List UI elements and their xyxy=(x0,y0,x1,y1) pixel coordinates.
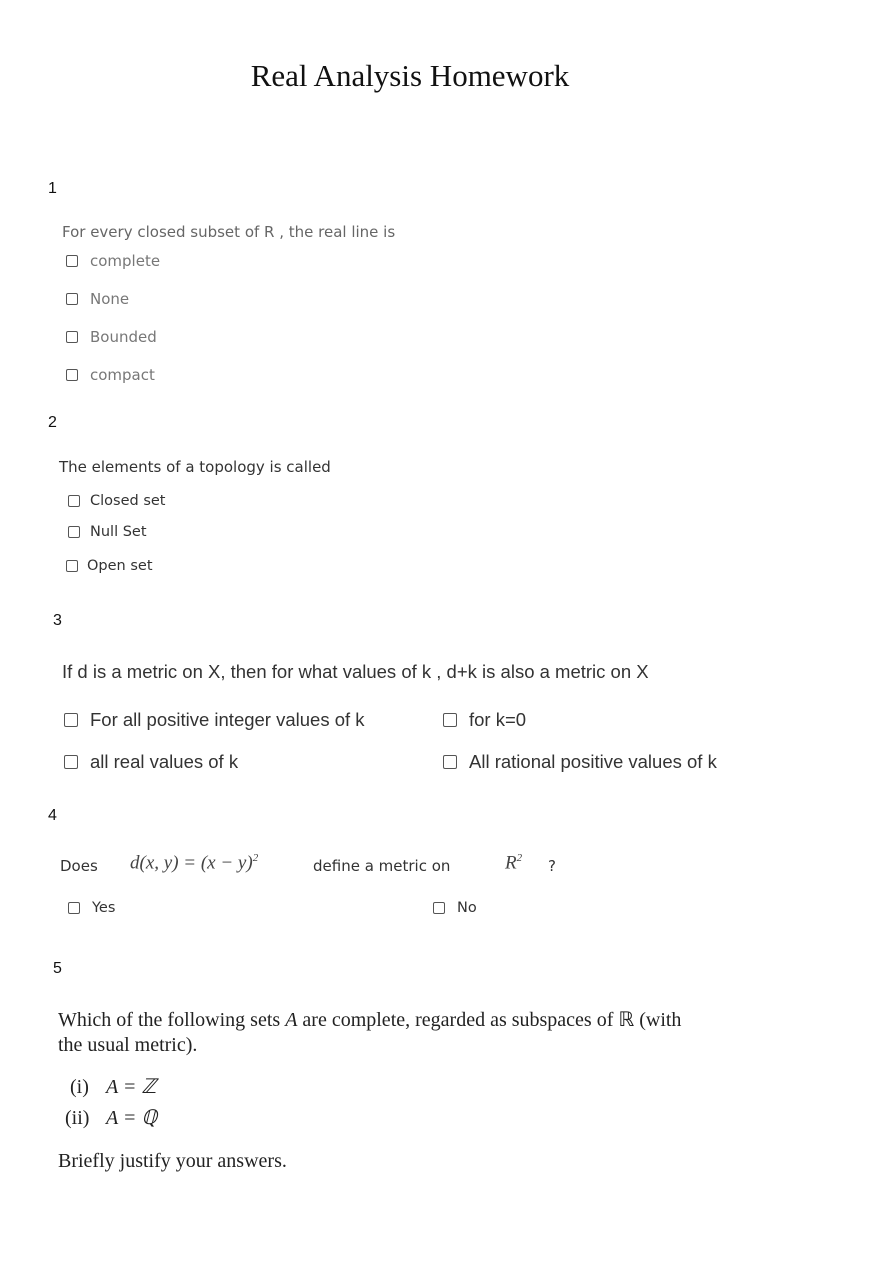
question-3-prompt: If d is a metric on X, then for what values of k , d+k is also a metric on X xyxy=(62,661,649,682)
q4-option-yes[interactable] xyxy=(68,900,115,916)
q1-option-none[interactable] xyxy=(66,290,129,308)
option-label: All rational positive values of k xyxy=(469,751,717,772)
option-label: Bounded xyxy=(90,328,157,346)
checkbox[interactable] xyxy=(443,713,457,727)
option-label: Open set xyxy=(87,558,153,574)
checkbox[interactable] xyxy=(68,902,80,914)
item-label: (ii) xyxy=(65,1107,90,1129)
checkbox[interactable] xyxy=(64,755,78,769)
space-exponent: 2 xyxy=(516,852,523,864)
question-number-4: 4 xyxy=(48,807,57,824)
q5-item-i xyxy=(70,1074,156,1099)
checkbox[interactable] xyxy=(66,293,78,305)
metric-formula xyxy=(130,852,258,874)
formula-exponent: 2 xyxy=(252,852,259,864)
option-label: Closed set xyxy=(90,493,166,509)
checkbox[interactable] xyxy=(66,369,78,381)
space-symbol: R xyxy=(505,852,517,874)
question-5-text-line1 xyxy=(58,1007,681,1032)
q1-option-bounded[interactable] xyxy=(66,328,157,346)
q3-option-all-real[interactable] xyxy=(64,751,238,773)
question-2-prompt: The elements of a topology is called xyxy=(59,458,331,476)
question-4-prompt-mid: define a metric on xyxy=(313,857,451,875)
option-label: for k=0 xyxy=(469,709,527,730)
q3-option-rational-positive[interactable] xyxy=(443,751,717,773)
option-label: compact xyxy=(90,366,155,384)
page-title: Real Analysis Homework xyxy=(250,58,570,93)
option-label: all real values of k xyxy=(90,751,239,772)
question-5-closing: Briefly justify your answers. xyxy=(58,1150,287,1172)
question-number-3: 3 xyxy=(53,612,62,629)
checkbox[interactable] xyxy=(66,255,78,267)
item-label: (i) xyxy=(70,1076,89,1098)
option-label: Null Set xyxy=(90,524,147,540)
space-r2 xyxy=(505,852,522,874)
item-expression: A = ℚ xyxy=(106,1107,158,1129)
option-label: None xyxy=(90,290,130,308)
checkbox[interactable] xyxy=(66,331,78,343)
question-number-5: 5 xyxy=(53,960,62,977)
option-label: No xyxy=(457,900,477,916)
q3-option-k-zero[interactable] xyxy=(443,709,526,731)
option-label: For all positive integer values of k xyxy=(90,709,365,730)
question-4-prompt-start: Does xyxy=(60,857,98,875)
option-label: complete xyxy=(90,252,161,270)
question-1-prompt: For every closed subset of R , the real line is xyxy=(62,223,396,241)
checkbox[interactable] xyxy=(68,495,80,507)
checkbox[interactable] xyxy=(64,713,78,727)
q2-option-open-set[interactable] xyxy=(66,558,153,574)
q5-text-a: Which of the following sets xyxy=(58,1009,281,1031)
checkbox[interactable] xyxy=(433,902,445,914)
checkbox[interactable] xyxy=(68,526,80,538)
q1-option-compact[interactable] xyxy=(66,366,155,384)
q3-option-positive-integer[interactable] xyxy=(64,709,365,731)
formula-text: d(x, y) = (x − y) xyxy=(130,852,253,874)
q4-option-no[interactable] xyxy=(433,900,477,916)
question-number-1: 1 xyxy=(48,180,57,197)
question-4-prompt-end: ? xyxy=(548,857,556,875)
question-5-text-line2: the usual metric). xyxy=(58,1034,198,1056)
q2-option-null-set[interactable] xyxy=(68,524,147,540)
checkbox[interactable] xyxy=(66,560,78,572)
q5-set-variable: A xyxy=(285,1009,298,1031)
q2-option-closed-set[interactable] xyxy=(68,493,165,509)
item-expression: A = ℤ xyxy=(106,1076,157,1098)
checkbox[interactable] xyxy=(443,755,457,769)
option-label: Yes xyxy=(92,900,116,916)
q5-text-b: are complete, regarded as subspaces of ℝ (with xyxy=(302,1009,682,1031)
q5-item-ii xyxy=(65,1105,157,1130)
question-number-2: 2 xyxy=(48,414,57,431)
q1-option-complete[interactable] xyxy=(66,252,160,270)
